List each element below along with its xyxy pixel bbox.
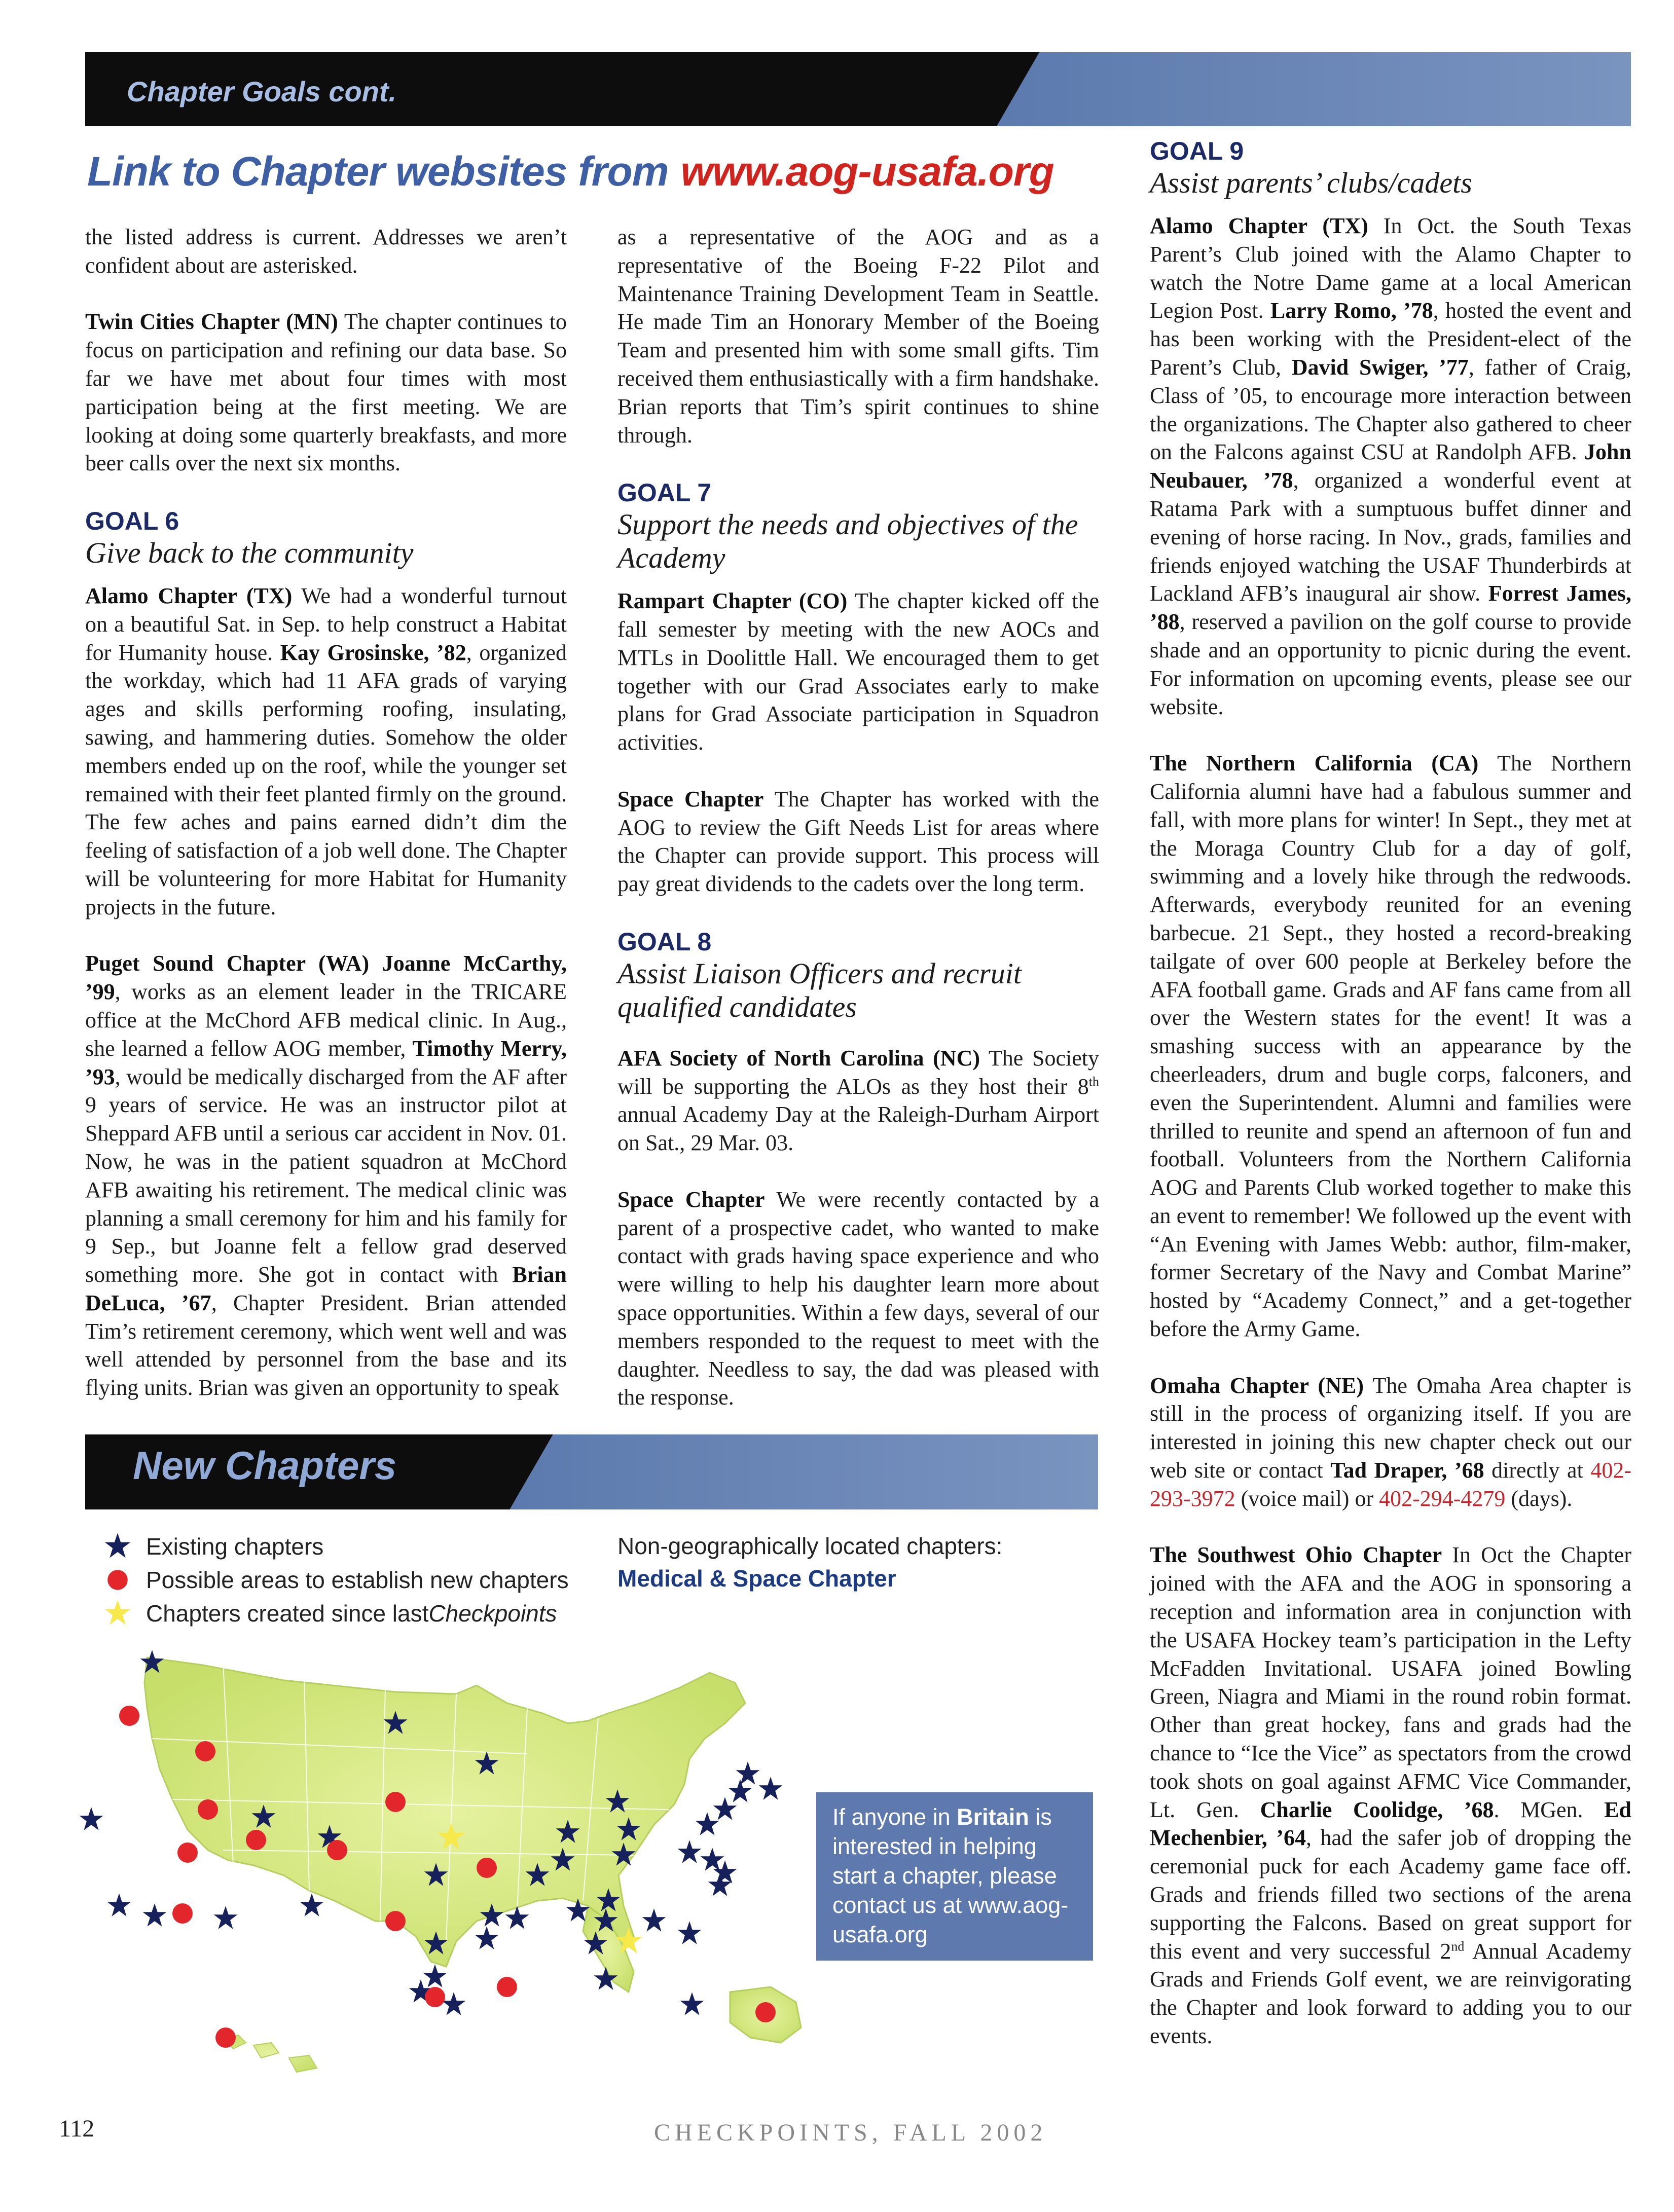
existing-chapter-star-icon (143, 1903, 167, 1927)
possible-chapter-dot-icon (119, 1706, 139, 1726)
goal-7-heading: GOAL 7 (617, 478, 712, 507)
goal-7-subtitle: Support the needs and objectives of the Academy (617, 508, 1078, 575)
existing-chapter-star-icon (729, 1779, 752, 1802)
space-chapter-paragraph-2: Space Chapter We were recently contacted by a parent of a prospective cadet, who wanted to make contact with grads having space experience and who were willing to help his daughter learn more about space opportunities. Within a few days, several of our members responded to the request to meet with the daughter. Needless to say, the dad was pleased with the response. (617, 1187, 1099, 1410)
possible-chapter-dot-icon (198, 1799, 218, 1820)
goal-9-subtitle: Assist parents’ clubs/cadets (1150, 166, 1472, 199)
us-chapters-map (71, 1637, 842, 2114)
publication-name: CHECKPOINTS, FALL 2002 (654, 2119, 1047, 2146)
possible-chapter-dot-icon (246, 1830, 266, 1850)
alamo-goal9-paragraph: Alamo Chapter (TX) In Oct. the South Texas Parent’s Club joined with the Alamo Chapter to watch the Notre Dame game at a local American Legion Post. Larry Romo, ’78, hosted the event and has been working with the President-elect of the Parent’s Club, David Swiger, ’77, father of Craig, Class of ’05, to encourage more interaction between the organizations. The Chapter also gathered to cheer on the Falcons against CSU at Randolph AFB. John Neubauer, ’78, organized a wonderful event at Ratama Park with a sumptuous buffet dinner and evening of horse racing. In Nov., grads, families and friends enjoyed watching the USAF Thunderbirds at Lackland AFB’s inaugural air show. Forrest James, ’88, reserved a pavilion on the golf course to provide shade and an opportunity to picnic during the event. For information on upcoming events, please see our website. (1150, 213, 1632, 719)
legend-existing: Existing chapters (101, 1530, 569, 1563)
existing-chapter-star-icon (713, 1797, 737, 1820)
existing-chapter-star-icon (701, 1848, 724, 1871)
britain-callout: If anyone in Britain is interested in helping start a chapter, please contact us at www.aog-usafa.org (816, 1792, 1093, 1961)
red-dot-icon (101, 1565, 134, 1595)
phone-link-2[interactable]: 402-294-4279 (1379, 1486, 1506, 1511)
goal-6-subtitle: Give back to the community (85, 536, 414, 569)
legend-created: Chapters created since last Checkpoints (101, 1597, 569, 1630)
omaha-paragraph: Omaha Chapter (NE) The Omaha Area chapter is still in the process of organizing itself. If you are interested in joining this new chapter check out our web site or contact Tad Draper, ’68 directly at 402-293-3972 (voice mail) or 402-294-4279 (days). (1150, 1373, 1631, 1511)
col1-intro: the listed address is current. Addresses we aren’t confident about are asterisked. (85, 225, 567, 278)
existing-chapter-star-icon (300, 1893, 324, 1916)
non-geographic-chapters (617, 1530, 1002, 1595)
alamo-paragraph: Alamo Chapter (TX) We had a wonderful turnout on a beautiful Sat. in Sep. to help construct a Habitat for Humanity house. Kay Grosinske, ’82, organized the workday, which had 11 AFA grads of varying ages and skills performing roofing, insulating, sawing, and hammering duties. Somehow the older members ended up on the roof, while the younger set remained with their feet planted firmly on the ground. The few aches and pains earned didn’t dim the feeling of satisfaction of a job well done. The Chapter will be volunteering for more Habitat for Humanity projects in the future. (85, 583, 567, 919)
chapter-name: Twin Cities Chapter (MN) (85, 309, 338, 335)
existing-chapter-star-icon (642, 1908, 666, 1932)
link-title (87, 148, 1054, 196)
phone-link-1[interactable]: 402-293-3972 (1150, 1458, 1631, 1511)
legend-possible: Possible areas to establish new chapters (101, 1563, 569, 1597)
possible-chapter-dot-icon (327, 1840, 347, 1860)
twin-cities-paragraph: Twin Cities Chapter (MN) The chapter continues to focus on participation and refining our data base. So far we have met about four times with most participation being at the first meeting. We are looking at doing some quarterly breakfasts, and more beer calls over the next six months. (85, 309, 567, 476)
possible-chapter-dot-icon (497, 1977, 517, 1997)
possible-chapter-dot-icon (755, 2002, 776, 2022)
existing-chapter-star-icon (423, 1964, 447, 1987)
puget-sound-paragraph: Puget Sound Chapter (WA) Joanne McCarthy, ’99, works as an element leader in the TRICARE office at the McChord AFB medical clinic. In Aug., she learned a fellow AOG member, Timothy Merry, ’93, would be medically discharged from the AF after 9 years of service. He was an instructor pilot at Sheppard AFB until a serious car accident in Nov. 01. Now, he was in the patient squadron at McChord AFB awaiting his retirement. The medical clinic was planning a small ceremony for him and his family for 9 Sep., but Joanne felt a fellow grad deserved something more. She got in contact with Brian DeLuca, ’67, Chapter President. Brian attended Tim’s retirement ceremony, which went well and was well attended by personnel from the base and its flying units. Brian was given an opportunity to speak (85, 951, 567, 1400)
existing-chapter-star-icon (214, 1906, 238, 1929)
nongeo-label: Non-geographically located chapters: (617, 1533, 1003, 1559)
col2-intro: as a representative of the AOG and as a representative of the Boeing F-22 Pilot and Maintenance Training Development Team in Seattle. He made Tim an Honorary Member of the Boeing Team and presented him with some small gifts. Tim received them enthusiastically with a firm handshake. Brian reports that Tim’s spirit continues to shine through. (617, 225, 1099, 448)
existing-chapter-star-icon (475, 1926, 499, 1949)
possible-chapter-dot-icon (477, 1858, 497, 1878)
possible-chapter-dot-icon (195, 1741, 215, 1761)
existing-chapter-star-icon (696, 1812, 719, 1835)
possible-chapter-dot-icon (385, 1792, 406, 1812)
possible-chapter-dot-icon (172, 1903, 193, 1924)
page-number: 112 (59, 2115, 95, 2142)
nongeo-value: Medical & Space Chapter (617, 1565, 896, 1592)
aog-website-link[interactable]: www.aog-usafa.org (680, 149, 1054, 195)
existing-chapter-star-icon (680, 1992, 704, 2015)
existing-chapter-star-icon (759, 1777, 783, 1800)
yellow-star-icon (101, 1598, 134, 1629)
existing-chapter-star-icon (107, 1893, 131, 1916)
existing-chapter-star-icon (678, 1840, 702, 1863)
existing-chapter-star-icon (442, 1992, 466, 2015)
possible-chapter-dot-icon (215, 2027, 236, 2048)
goal-6-heading: GOAL 6 (85, 506, 179, 535)
link-text: Link to Chapter websites from (87, 149, 669, 195)
new-chapters-title: New Chapters (133, 1443, 397, 1488)
existing-chapter-star-icon (80, 1807, 103, 1830)
goal-8-subtitle: Assist Liaison Officers and recruit qualified candidates (617, 956, 1022, 1023)
possible-chapter-dot-icon (425, 1987, 445, 2007)
banner-title: Chapter Goals cont. (127, 76, 397, 107)
southwest-ohio-paragraph: The Southwest Ohio Chapter In Oct the Chapter joined with the AFA and the AOG in sponsoring a reception and information area in conjunction with the USAFA Hockey team’s participation in the Lefty McFadden Invitational. USAFA joined Bowling Green, Niagra and Miami in the round robin format. Other than great hockey, fans and grads had the chance to “Ice the Vice” as spectators from the crowd took shots on goal against AFMC Vice Commander, Lt. Gen. Charlie Coolidge, ’68. MGen. Ed Mechenbier, ’64, had the safer job of dropping the ceremonial puck for each Academy game face off. Grads and friends filled two sections of the arena supporting the Falcons. Based on great support for this event and very successful 2nd Annual Academy Grads and Friends Golf event, we are reinvigorating the Chapter and look forward to adding you to our events. (1150, 1542, 1632, 2048)
possible-chapter-dot-icon (385, 1911, 406, 1931)
hawaii-shape (223, 2035, 317, 2072)
navy-star-icon (101, 1531, 134, 1562)
northern-california-paragraph: The Northern California (CA) The Northern California alumni have had a fabulous summer and fall, with more plans for winter! In Sept., they met at the Moraga Country Club for a day of golf, swimming and a lovely hike through the redwoods. Afterwards, everybody reunited for an evening barbecue. 21 Sept., they hosted a record-breaking tailgate of over 600 people at Berkeley before the AFA football game. Grads and AF fans came from all over the Western states for the event! It was a smashing success with an appearance by the cheerleaders, drum and bugle corps, falconers, and even the Superintendent. Alumni and families were thrilled to reunite and spend an afternoon of fun and football. Volunteers from the Northern California AOG and Parents Club worked together to make this an event to remember! We followed up the event with “An Evening with James Webb: author, film-maker, former Secretary of the Navy and Combat Marine” hosted by “Academy Connect,” and a get-together before the Army Game. (1150, 751, 1631, 1342)
rampart-paragraph: Rampart Chapter (CO) The chapter kicked off the fall semester by meeting with the new AOCs and MTLs in Doolittle Hall. We encouraged them to get together with our Grad Associates early to make plans for Grad Associate participation in Squadron activities. (617, 588, 1099, 755)
column-3 (1150, 136, 1631, 2079)
existing-chapter-star-icon (678, 1921, 702, 1944)
map-legend (101, 1530, 569, 1630)
space-chapter-paragraph-1: Space Chapter The Chapter has worked with the AOG to review the Gift Needs List for areas where the Chapter can provide support. This process will pay great dividends to the cadets over the long term. (617, 786, 1100, 897)
goal-8-heading: GOAL 8 (617, 927, 712, 956)
goal-9-heading: GOAL 9 (1150, 137, 1244, 165)
existing-chapter-star-icon (736, 1761, 760, 1785)
column-2 (617, 223, 1099, 1440)
afa-nc-paragraph: AFA Society of North Carolina (NC) The Society will be supporting the ALOs as they host their 8th annual Academy Day at the Raleigh-Durham Airport on Sat., 29 Mar. 03. (617, 1045, 1099, 1156)
column-1 (85, 223, 567, 1430)
possible-chapter-dot-icon (177, 1842, 198, 1863)
